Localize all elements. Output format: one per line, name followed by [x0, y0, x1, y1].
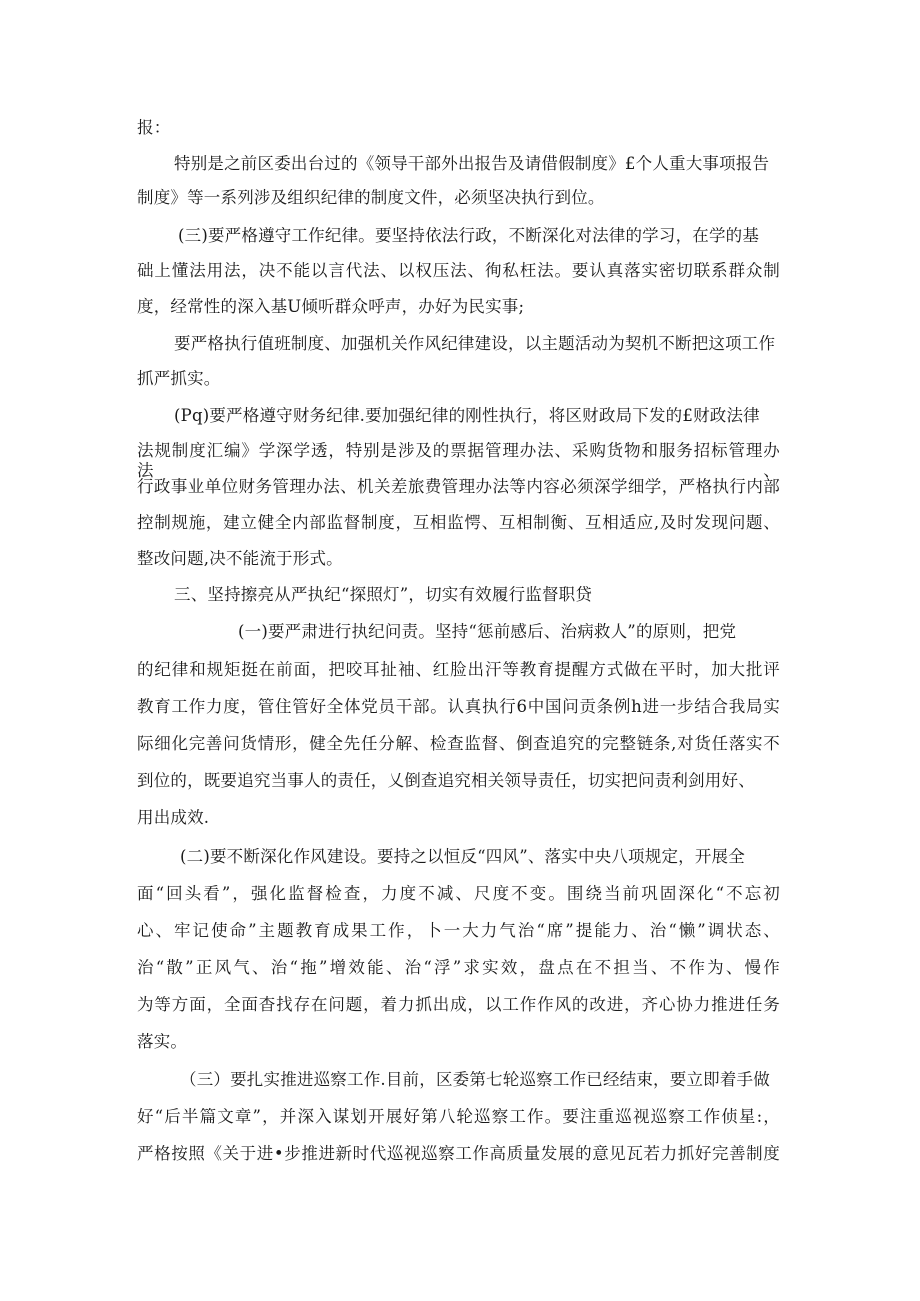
text-line-5: 础上懂法用法，决不能以言代法、以权压法、徇私枉法。要认真落实密切联系群众制	[137, 261, 780, 280]
text-line-3: 制度》等一系列涉及组织纪律的制度文件，必须坚决执行到位。	[137, 188, 605, 207]
text-line-19: 到位的，既要追究当事人的责任，乂倒查追究相关领导责任，切实把问责利剑用好、	[137, 771, 755, 790]
text-line-22: 面“回头看”，强化监督检查，力度不减、尺度不变。围绕当前巩固深化“不忘初	[137, 884, 780, 903]
text-line-16: 的纪律和规矩挺在前面，把咬耳扯袖、红脸出汗等教育提醒方式做在平时，加大批评	[137, 660, 780, 679]
text-line-11: 行政事业单位财务管理办法、机关差旅费管理办法等内容必须深学细学，严格执行内部	[137, 477, 780, 496]
text-line-27: （三）要扎实推进巡察工作.目前，区委第七轮巡察工作已经结束，要立即着手做	[180, 1070, 770, 1089]
text-line-25: 为等方面，全面杳找存在问题，着力抓出成，以工作作风的改进，齐心协力推进任务	[137, 995, 780, 1014]
text-line-21: (二)要不断深化作风建设。要持之以恒反“四风”、落实中央八项规定，开展全	[180, 847, 745, 866]
text-line-13: 整改问题,决不能流于形式。	[137, 549, 343, 568]
text-line-10: 法规制度汇编》学深学透，特别是涉及的票据管理办法、采购货物和服务招标管理办法、	[137, 441, 780, 480]
text-line-24: 治“散”正风气、治“拖”增效能、治“浮”求实效，盘点在不担当、不作为、慢作	[137, 958, 780, 977]
section-heading-3: 三、坚持擦亮从严执纪“探照灯”，切实有效履行监督职贷	[174, 585, 593, 604]
text-line-1: 报：	[137, 118, 171, 137]
text-line-28: 好“后半篇文章”，并深入谋划开展好第八轮巡察工作。要注重巡视巡察工作侦星:，	[137, 1107, 780, 1126]
text-line-20: 用出成效.	[137, 808, 210, 827]
text-line-17: 教育工作力度，管住管好全体党员干部。认真执行6中国问贡条例h进一步结合我局实	[137, 697, 780, 716]
text-line-23: 心、牢记使命”主题教育成果工作，卜一大力气治“席”提能力、治“懒”调状态、	[137, 921, 780, 940]
text-line-26: 落实。	[137, 1032, 188, 1051]
text-line-9: (Pq)要严格遵守财务纪律.要加强纪律的刚性执行，将区财政局下发的£财政法律	[174, 406, 760, 425]
text-line-18: 际细化完善问货情形，健全先任分解、检查监督、倒查追究的完整链条,对货任落实不	[137, 734, 780, 753]
text-line-4: (三)要严格遵守工作纪律。要坚持依法行政，不断深化对法律的学习，在学的基	[178, 226, 760, 245]
text-line-2: 特别是之前区委出台过的《领导干部外出报告及请借假制度》£个人重大事项报告	[174, 154, 770, 173]
text-line-15: (一)要严肃进行执纪问责。坚持“惩前感后、治病救人”的原则，把党	[238, 622, 737, 641]
text-line-6: 度，经常性的深入基U倾听群众呼声，办好为民实事;	[137, 297, 525, 316]
text-line-7: 要严格执行值班制度、加强机关作风纪律建设，以主题活动为契机不断把这项工作	[174, 334, 776, 353]
text-line-8: 抓严抓实。	[137, 369, 221, 388]
text-line-29: 严格按照《关于进•步推进新时代巡视巡察工作高质量发展的意见瓦若力抓好完善制度	[137, 1144, 780, 1163]
text-line-12: 控制规施，建立健全内部监督制度，互相监愕、互相制衡、互相适应,及时发现问题、	[137, 513, 780, 532]
